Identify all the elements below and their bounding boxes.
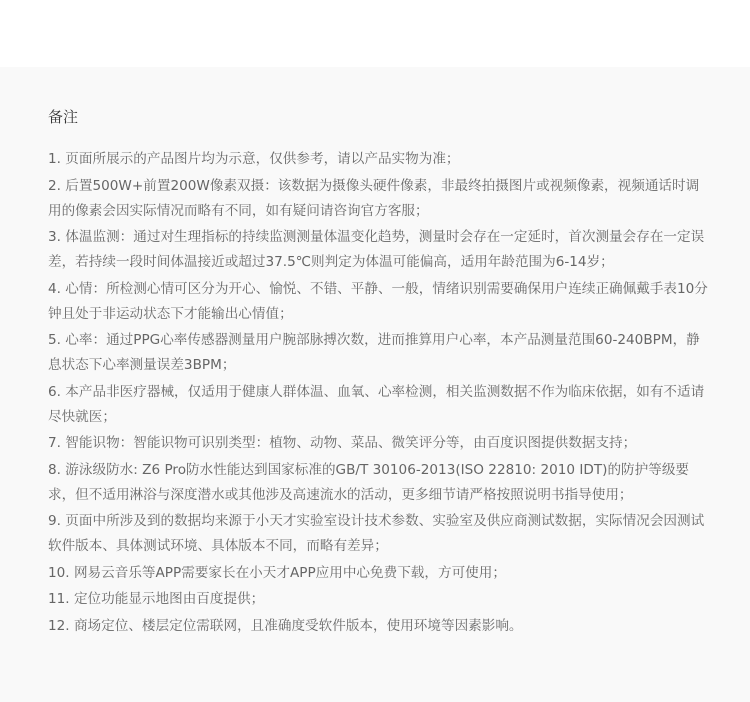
notes-section <box>0 67 750 702</box>
note-item-8: 8. 游泳级防水: Z6 Pro防水性能达到国家标准的GB/T 30106-2013(ISO 22810: 2010 IDT)的防护等级要求，但不适用淋浴与深度潜水或其他涉及高速流水的活动，更多细节请严格按照说明书指导使用； <box>48 461 690 503</box>
note-item-4: 4. 心情：所检测心情可区分为开心、愉悦、不错、平静、一般，情绪识别需要确保用户连续正确佩戴手表10分钟且处于非运动状态下才能输出心情值； <box>48 280 708 322</box>
note-item-6: 6. 本产品非医疗器械，仅适用于健康人群体温、血氧、心率检测，相关监测数据不作为临床依据，如有不适请尽快就医； <box>48 383 705 425</box>
note-item-12: 12. 商场定位、楼层定位需联网，且准确度受软件版本，使用环境等因素影响。 <box>48 617 523 634</box>
note-item-5: 5. 心率：通过PPG心率传感器测量用户腕部脉搏次数，进而推算用户心率，本产品测量范围60-240BPM，静息状态下心率测量误差3BPM； <box>48 332 700 373</box>
note-item-1: 1. 页面所展示的产品图片均为示意，仅供参考，请以产品实物为准； <box>48 151 460 167</box>
note-item-10: 10. 网易云音乐等APP需要家长在小天才APP应用中心免费下载，方可使用； <box>48 564 506 581</box>
note-item-11: 11. 定位功能显示地图由百度提供； <box>48 591 265 607</box>
top-blank-area <box>0 0 750 67</box>
notes-title: 备注 <box>48 108 79 126</box>
note-item-3: 3. 体温监测：通过对生理指标的持续监测测量体温变化趋势，测量时会存在一定延时，首次测量会存在一定误差，若持续一段时间体温接近或超过37.5℃则判定为体温可能偏高，适用年龄范围为6-14岁； <box>48 229 705 270</box>
note-item-2: 2. 后置500W+前置200W像素双摄：该数据为摄像头硬件像素，非最终拍摄图片或视频像素，视频通话时调用的像素会因实际情况而略有不同，如有疑问请咨询官方客服； <box>48 177 700 219</box>
notes-list <box>48 147 708 639</box>
note-item-9: 9. 页面中所涉及到的数据均来源于小天才实验室设计技术参数、实验室及供应商测试数据，实际情况会因测试软件版本、具体测试环境、具体版本不同，而略有差异； <box>48 513 705 554</box>
note-item-7: 7. 智能识物：智能识物可识别类型：植物、动物、菜品、微笑评分等，由百度识图提供数据支持； <box>48 435 637 451</box>
